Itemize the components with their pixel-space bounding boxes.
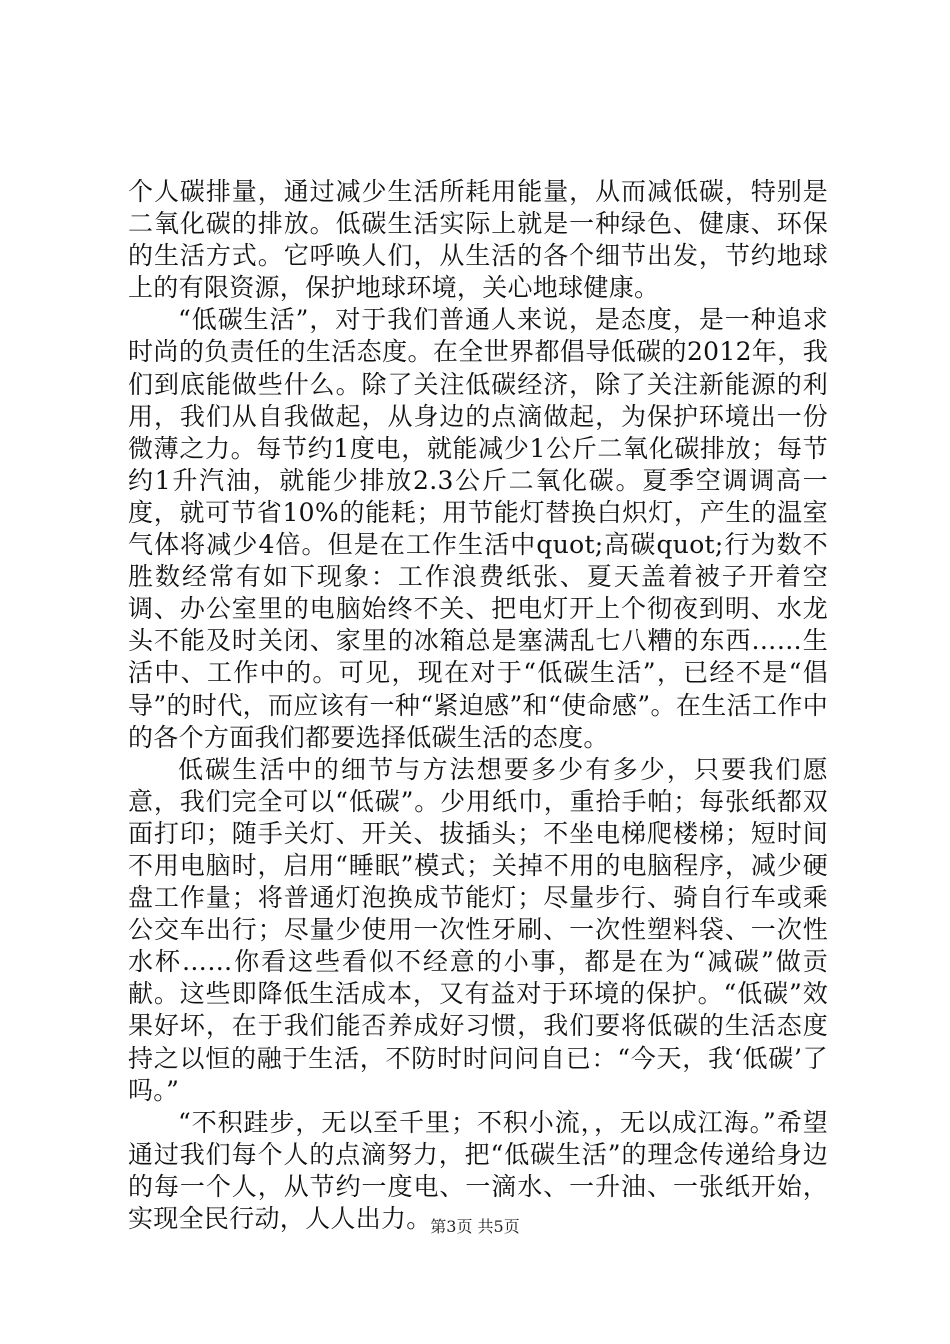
document-body [128, 176, 828, 1235]
paragraph-1: 个人碳排量，通过减少生活所耗用能量，从而减低碳，特别是二氧化碳的排放。低碳生活实际上就是一种绿色、健康、环保的生活方式。它呼唤人们，从生活的各个细节出发，节约地球上的有限资源，保护地球环境，关心地球健康。 [128, 177, 828, 303]
paragraph-2: “低碳生活”，对于我们普通人来说，是态度，是一种追求时尚的负责任的生活态度。在全世界都倡导低碳的2012年，我们到底能做些什么。除了关注低碳经济，除了关注新能源的利用，我们从自我做起，从身边的点滴做起，为保护环境出一份微薄之力。每节约1度电，就能减少1公斤二氧化碳排放；每节约1升汽油，就能少排放2.3公斤二氧化碳。夏季空调调高一度，就可节省10%的能耗；用节能灯替换白炽灯，产生的温室气体将减少4倍。但是在工作生活中quot;高碳quot;行为数不胜数经常有如下现象：工作浪费纸张、夏天盖着被子开着空调、办公室里的电脑始终不关、把电灯开上个彻夜到明、水龙头不能及时关闭、家里的冰箱总是塞满乱七八糟的东西……生活中、工作中的。可见，现在对于“低碳生活”，已经不是“倡导”的时代，而应该有一种“紧迫感”和“使命感”。在生活工作中的各个方面我们都要选择低碳生活的态度。 [128, 305, 828, 752]
paragraph-4: “不积跬步，无以至千里；不积小流，，无以成江海。”希望通过我们每个人的点滴努力，把“低碳生活”的理念传递给身边的每一个人，从节约一度电、一滴水、一升油、一张纸开始，实现全民行动，人人出力。 [128, 1107, 828, 1233]
page-number-footer: 第3页 共5页 [430, 1217, 520, 1236]
paragraph-3: 低碳生活中的细节与方法想要多少有多少，只要我们愿意，我们完全可以“低碳”。少用纸巾，重拾手帕；每张纸都双面打印；随手关灯、开关、拔插头；不坐电梯爬楼梯；短时间不用电脑时，启用“睡眠”模式；关掉不用的电脑程序，减少硬盘工作量；将普通灯泡换成节能灯；尽量步行、骑自行车或乘公交车出行；尽量少使用一次性牙刷、一次性塑料袋、一次性水杯……你看这些看似不经意的小事，都是在为“减碳”做贡献。这些即降低生活成本，又有益对于环境的保护。“低碳”效果好坏，在于我们能否养成好习惯，我们要将低碳的生活态度持之以恒的融于生活，不防时时问问自已：“今天，我‘低碳’了吗。” [128, 754, 828, 1105]
